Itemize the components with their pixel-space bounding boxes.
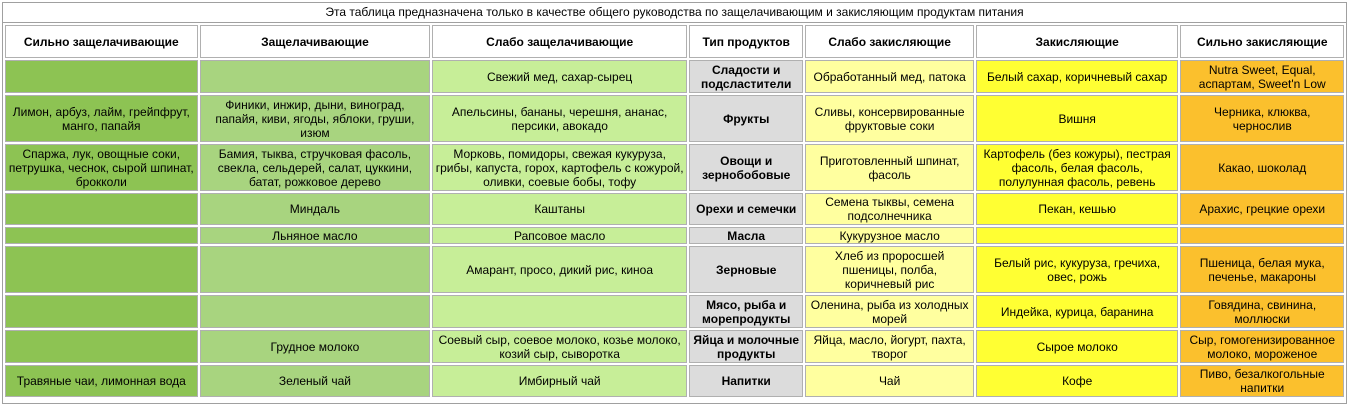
cell-mildly-acidic: Кукурузное масло: [805, 227, 974, 244]
table-row: [5, 295, 1344, 328]
table-row: [5, 246, 1344, 293]
cell-food-type: Зерновые: [689, 246, 803, 293]
cell-mildly-alkaline: Свежий мед, сахар-сырец: [432, 60, 687, 93]
cell-food-type: Овощи и зернобобовые: [689, 144, 803, 191]
cell-alkaline: [200, 295, 431, 328]
cell-strongly-alkaline: [5, 227, 198, 244]
table-row: [5, 227, 1344, 244]
cell-mildly-alkaline: Рапсовое масло: [432, 227, 687, 244]
cell-acidic: Сырое молоко: [976, 330, 1179, 363]
cell-mildly-alkaline: Морковь, помидоры, свежая кукуруза, грибы, капуста, горох, картофель с кожурой, оливки, соевые бобы, тофу: [432, 144, 687, 191]
header-row: [5, 25, 1344, 58]
cell-food-type: Фрукты: [689, 95, 803, 142]
cell-alkaline: Льняное масло: [200, 227, 431, 244]
header-mildly-acidic: Слабо закисляющие: [805, 25, 974, 58]
cell-acidic: Кофе: [976, 365, 1179, 397]
cell-strongly-acidic: [1180, 227, 1344, 244]
cell-strongly-alkaline: Травяные чаи, лимонная вода: [5, 365, 198, 397]
cell-food-type: Напитки: [689, 365, 803, 397]
cell-mildly-acidic: Яйца, масло, йогурт, пахта, творог: [805, 330, 974, 363]
cell-strongly-alkaline: Спаржа, лук, овощные соки, петрушка, чеснок, сырой шпинат, брокколи: [5, 144, 198, 191]
cell-strongly-alkaline: [5, 295, 198, 328]
cell-alkaline: Бамия, тыква, стручковая фасоль, свекла, сельдерей, салат, цуккини, батат, рожковое дерево: [200, 144, 431, 191]
cell-strongly-alkaline: [5, 193, 198, 225]
table-row: [5, 330, 1344, 363]
cell-strongly-acidic: Черника, клюква, чернослив: [1180, 95, 1344, 142]
header-alkaline: Защелачивающие: [200, 25, 431, 58]
cell-strongly-acidic: Говядина, свинина, моллюски: [1180, 295, 1344, 328]
cell-alkaline: Финики, инжир, дыни, виноград, папайя, киви, ягоды, яблоки, груши, изюм: [200, 95, 431, 142]
cell-acidic: [976, 227, 1179, 244]
table-row: [5, 365, 1344, 397]
cell-strongly-alkaline: [5, 330, 198, 363]
cell-food-type: Орехи и семечки: [689, 193, 803, 225]
cell-mildly-alkaline: Каштаны: [432, 193, 687, 225]
cell-acidic: Вишня: [976, 95, 1179, 142]
cell-strongly-acidic: Сыр, гомогенизированное молоко, мороженое: [1180, 330, 1344, 363]
cell-alkaline: Зеленый чай: [200, 365, 431, 397]
cell-acidic: Индейка, курица, баранина: [976, 295, 1179, 328]
cell-strongly-acidic: Пшеница, белая мука, печенье, макароны: [1180, 246, 1344, 293]
table-caption: Эта таблица предназначена только в качестве общего руководства по защелачивающим и закисляющим продуктам питания: [3, 3, 1346, 23]
table-row: [5, 95, 1344, 142]
cell-strongly-acidic: Пиво, безалкогольные напитки: [1180, 365, 1344, 397]
cell-strongly-acidic: Какао, шоколад: [1180, 144, 1344, 191]
header-mildly-alkaline: Слабо защелачивающие: [432, 25, 687, 58]
cell-mildly-alkaline: Апельсины, бананы, черешня, ананас, персики, авокадо: [432, 95, 687, 142]
cell-mildly-acidic: Приготовленный шпинат, фасоль: [805, 144, 974, 191]
cell-food-type: Сладости и подсластители: [689, 60, 803, 93]
cell-mildly-alkaline: Амарант, просо, дикий рис, киноа: [432, 246, 687, 293]
cell-food-type: Яйца и молочные продукты: [689, 330, 803, 363]
cell-strongly-acidic: Nutra Sweet, Equal, аспартам, Sweet'n Low: [1180, 60, 1344, 93]
header-food-type: Тип продуктов: [689, 25, 803, 58]
cell-acidic: Белый сахар, коричневый сахар: [976, 60, 1179, 93]
cell-acidic: Пекан, кешью: [976, 193, 1179, 225]
cell-mildly-acidic: Хлеб из проросшей пшеницы, полба, коричневый рис: [805, 246, 974, 293]
cell-mildly-alkaline: [432, 295, 687, 328]
cell-strongly-alkaline: [5, 246, 198, 293]
cell-acidic: Белый рис, кукуруза, гречиха, овес, рожь: [976, 246, 1179, 293]
cell-mildly-alkaline: Соевый сыр, соевое молоко, козье молоко, козий сыр, сыворотка: [432, 330, 687, 363]
cell-food-type: Мясо, рыба и морепродукты: [689, 295, 803, 328]
alkaline-acid-table: [3, 23, 1346, 399]
header-strongly-alkaline: Сильно защелачивающие: [5, 25, 198, 58]
cell-food-type: Масла: [689, 227, 803, 244]
cell-alkaline: Грудное молоко: [200, 330, 431, 363]
cell-strongly-acidic: Арахис, грецкие орехи: [1180, 193, 1344, 225]
cell-mildly-acidic: Сливы, консервированные фруктовые соки: [805, 95, 974, 142]
cell-mildly-alkaline: Имбирный чай: [432, 365, 687, 397]
cell-alkaline: [200, 60, 431, 93]
header-strongly-acidic: Сильно закисляющие: [1180, 25, 1344, 58]
cell-strongly-alkaline: Лимон, арбуз, лайм, грейпфрут, манго, папайя: [5, 95, 198, 142]
table-row: [5, 60, 1344, 93]
cell-alkaline: [200, 246, 431, 293]
header-acidic: Закисляющие: [976, 25, 1179, 58]
cell-acidic: Картофель (без кожуры), пестрая фасоль, белая фасоль, полулунная фасоль, ревень: [976, 144, 1179, 191]
table-row: [5, 193, 1344, 225]
table-row: [5, 144, 1344, 191]
cell-alkaline: Миндаль: [200, 193, 431, 225]
cell-strongly-alkaline: [5, 60, 198, 93]
food-table-panel: [2, 2, 1347, 404]
cell-mildly-acidic: Обработанный мед, патока: [805, 60, 974, 93]
cell-mildly-acidic: Чай: [805, 365, 974, 397]
cell-mildly-acidic: Семена тыквы, семена подсолнечника: [805, 193, 974, 225]
cell-mildly-acidic: Оленина, рыба из холодных морей: [805, 295, 974, 328]
